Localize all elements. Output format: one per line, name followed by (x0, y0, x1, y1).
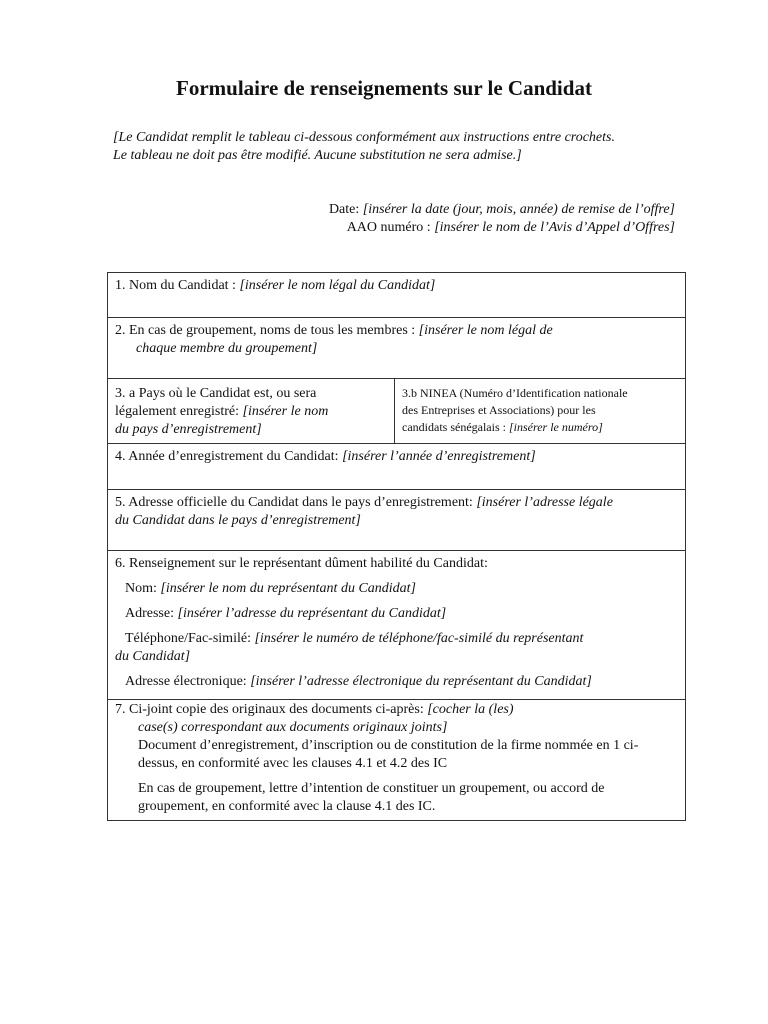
country-field[interactable] (108, 379, 395, 444)
field-placeholder: [insérer le numéro de téléphone/fac-similé du représentant (254, 631, 584, 646)
page-title: Formulaire de renseignements sur le Candidat (176, 76, 592, 100)
date-block (329, 201, 675, 237)
registration-year-field[interactable] (108, 444, 686, 490)
field-label: 3.b NINEA (Numéro d’Identification nationale (402, 386, 628, 400)
section-heading: 6. Renseignement sur le représentant dûment habilité du Candidat: (115, 556, 488, 571)
representative-email-field[interactable] (115, 673, 678, 691)
field-label: Adresse électronique: (125, 674, 251, 689)
ninea-field[interactable] (395, 379, 686, 444)
table-row (108, 490, 686, 551)
table-row (108, 318, 686, 379)
attachment-text: groupement, en conformité avec la clause 4.1 des IC. (138, 799, 436, 814)
field-label: Nom: (125, 581, 161, 596)
field-label: Téléphone/Fac-similé: (125, 631, 255, 646)
aao-placeholder: [insérer le nom de l’Avis d’Appel d’Offres] (434, 220, 675, 235)
representative-address-field[interactable] (115, 605, 678, 623)
field-placeholder: [cocher la (les) (427, 702, 514, 717)
field-placeholder: du Candidat] (115, 649, 191, 664)
table-row (108, 700, 686, 821)
field-placeholder: [insérer le nom du représentant du Candidat] (160, 581, 417, 596)
date-placeholder: [insérer la date (jour, mois, année) de remise de l’offre] (362, 202, 675, 217)
official-address-field[interactable] (108, 490, 686, 551)
representative-section (108, 551, 686, 700)
field-label: des Entreprises et Associations) pour les (402, 403, 596, 417)
candidate-name-field[interactable] (108, 273, 686, 318)
table-row (108, 273, 686, 318)
field-placeholder: [insérer l’adresse du représentant du Candidat] (177, 606, 447, 621)
instructions-line-1: [Le Candidat remplit le tableau ci-dessous conformément aux instructions entre crochets. (113, 130, 615, 145)
table-row (108, 551, 686, 700)
table-row (108, 379, 686, 444)
instructions-line-2: Le tableau ne doit pas être modifié. Aucune substitution ne sera admise.] (113, 148, 522, 163)
date-label: Date: (328, 202, 363, 217)
table-row (108, 444, 686, 490)
date-line (329, 201, 675, 219)
field-label: 4. Année d’enregistrement du Candidat: (115, 449, 343, 464)
instructions (113, 129, 693, 165)
field-label: 3. a Pays où le Candidat est, ou sera (115, 386, 317, 401)
attachment-registration-doc[interactable] (115, 737, 678, 773)
aao-line (329, 219, 675, 237)
field-placeholder: [insérer le nom légal du Candidat] (239, 278, 436, 293)
field-label: candidats sénégalais : (402, 420, 509, 434)
candidate-info-table (107, 272, 686, 821)
field-placeholder: chaque membre du groupement] (136, 341, 318, 356)
section-heading: 7. Ci-joint copie des originaux des documents ci-après: (115, 702, 428, 717)
field-placeholder: [insérer le numéro] (508, 420, 603, 434)
field-label: 2. En cas de groupement, noms de tous les membres : (115, 323, 419, 338)
attachment-text: En cas de groupement, lettre d’intention de constituer un groupement, ou accord de (138, 781, 605, 796)
field-placeholder: du pays d’enregistrement] (115, 422, 262, 437)
aao-label: AAO numéro : (346, 220, 435, 235)
field-placeholder: [insérer l’année d’enregistrement] (342, 449, 536, 464)
field-placeholder: [insérer l’adresse électronique du représentant du Candidat] (250, 674, 592, 689)
field-placeholder: [insérer le nom légal de (418, 323, 553, 338)
field-label: Adresse: (125, 606, 178, 621)
field-placeholder: du Candidat dans le pays d’enregistrement] (115, 513, 361, 528)
group-members-field[interactable] (108, 318, 686, 379)
field-label: 1. Nom du Candidat : (115, 278, 240, 293)
attachment-text: dessus, en conformité avec les clauses 4.1 et 4.2 des IC (138, 756, 448, 771)
attachment-text: Document d’enregistrement, d’inscription ou de constitution de la firme nommée en 1 ci- (138, 738, 639, 753)
attachment-group-agreement[interactable] (115, 780, 678, 816)
field-label: 5. Adresse officielle du Candidat dans le pays d’enregistrement: (115, 495, 477, 510)
field-placeholder: [insérer le nom (242, 404, 329, 419)
representative-name-field[interactable] (115, 580, 678, 598)
representative-phone-field[interactable] (115, 630, 678, 648)
field-placeholder: [insérer l’adresse légale (476, 495, 613, 510)
field-label: légalement enregistré: (115, 404, 243, 419)
attachments-section (108, 700, 686, 821)
field-placeholder: case(s) correspondant aux documents originaux joints] (138, 720, 448, 735)
